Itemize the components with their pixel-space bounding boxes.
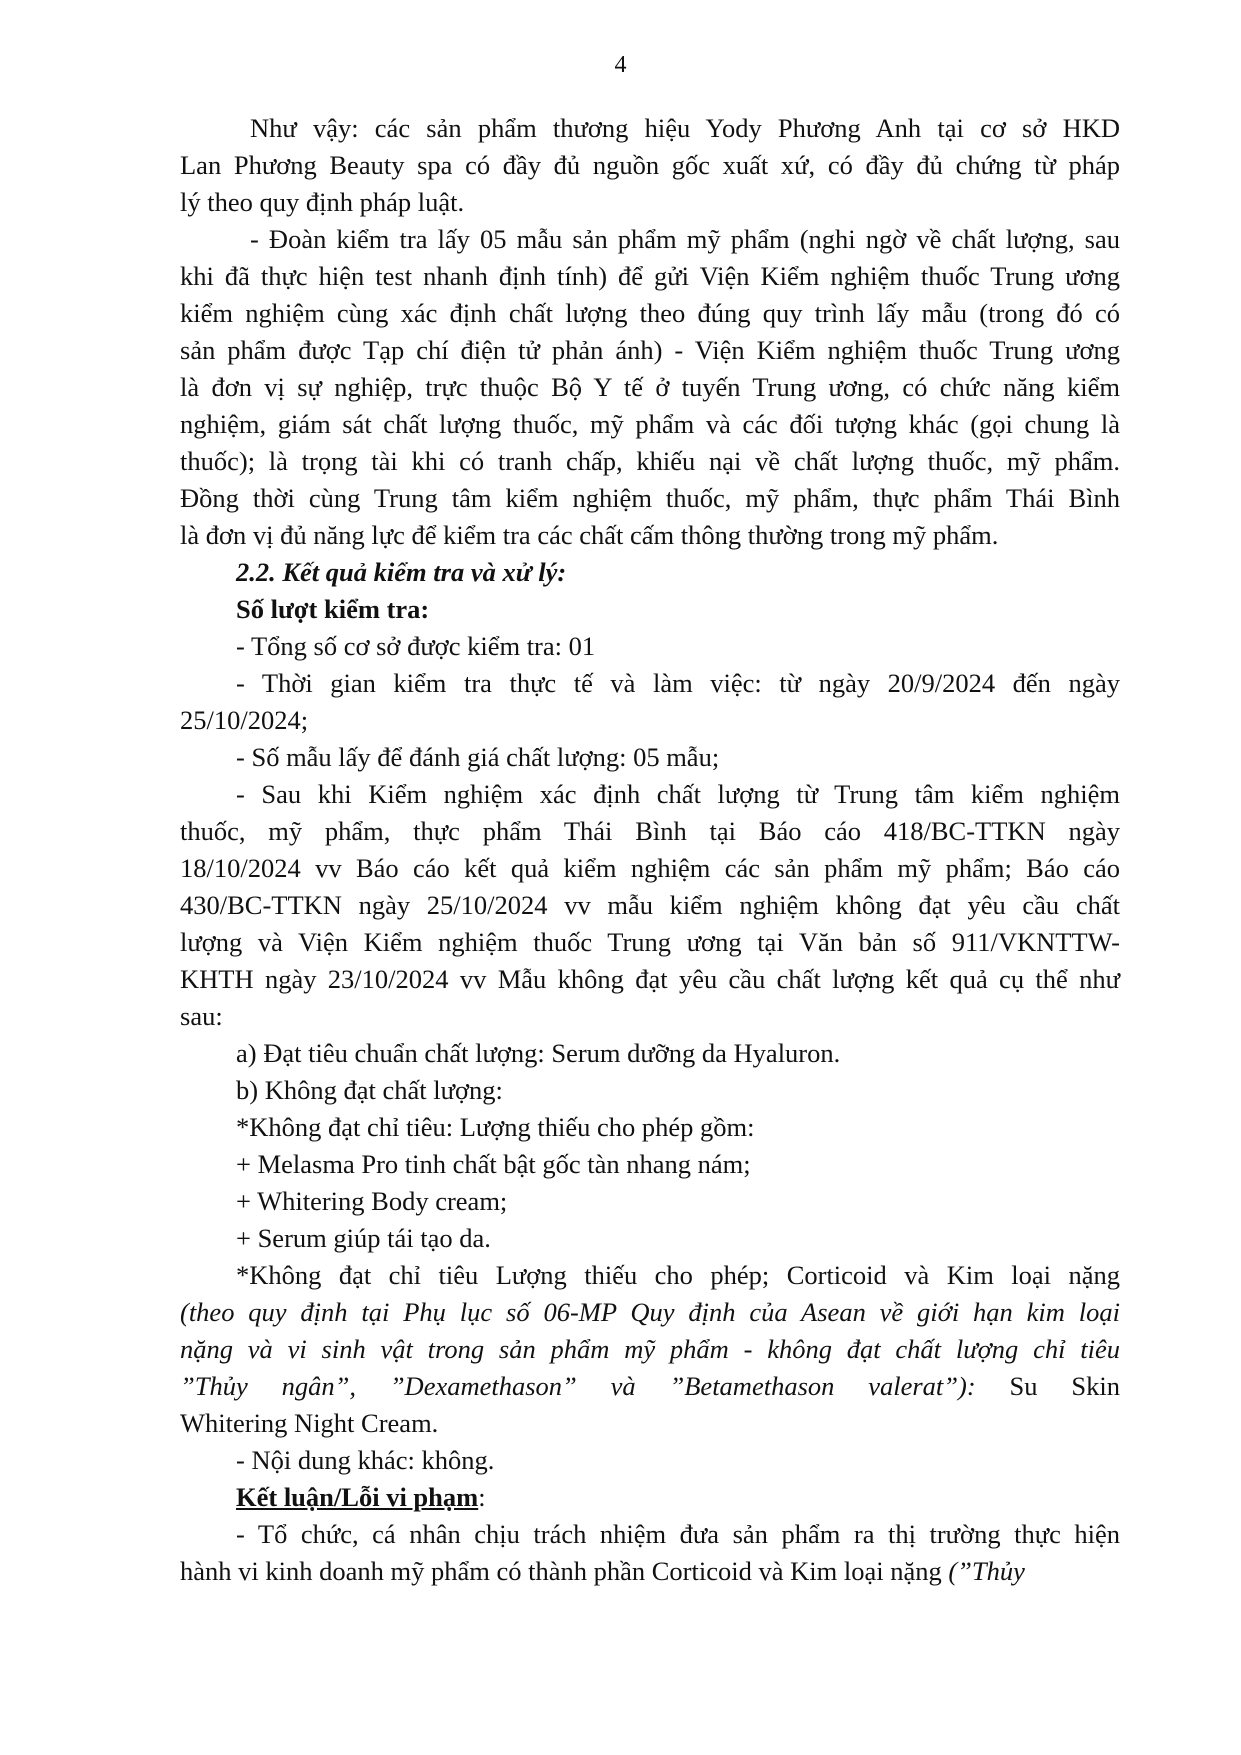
subsection-heading: Số lượt kiểm tra: [236, 594, 430, 624]
paragraph-line: - Số mẫu lấy để đánh giá chất lượng: 05 mẫu; [236, 742, 720, 772]
paragraph-line [180, 1368, 1120, 1405]
paragraph-line: *Không đạt chỉ tiêu Lượng thiếu cho phép; Corticoid và Kim loại nặng [236, 1260, 1120, 1290]
paragraph-line: 25/10/2024; [180, 705, 309, 735]
paragraph-line: *Không đạt chỉ tiêu: Lượng thiếu cho phép gồm: [236, 1112, 755, 1142]
paragraph-line: - Đoàn kiểm tra lấy 05 mẫu sản phẩm mỹ phẩm (nghi ngờ về chất lượng, sau [250, 224, 1120, 254]
italic-note: ”Thủy ngân”, ”Dexamethason” và ”Betamethason valerat”): [180, 1371, 976, 1401]
paragraph-line: kiểm nghiệm cùng xác định chất lượng theo đúng quy trình lấy mẫu (trong đó có [180, 298, 1120, 328]
list-item: + Melasma Pro tinh chất bật gốc tàn nhang nám; [236, 1149, 751, 1179]
section-heading: 2.2. Kết quả kiểm tra và xử lý: [236, 557, 567, 587]
paragraph-line: (theo quy định tại Phụ lục số 06-MP Quy định của Asean về giới hạn kim loại [180, 1297, 1120, 1327]
paragraph-line: Lan Phương Beauty spa có đầy đủ nguồn gốc xuất xứ, có đầy đủ chứng từ pháp [180, 150, 1120, 180]
product-name: Su Skin [975, 1371, 1120, 1401]
paragraph-line: thuốc, mỹ phẩm, thực phẩm Thái Bình tại Báo cáo 418/BC-TTKN ngày [180, 816, 1120, 846]
paragraph-line: Whitering Night Cream. [180, 1408, 439, 1438]
italic-note: (”Thủy [948, 1556, 1025, 1586]
list-item: + Whitering Body cream; [236, 1186, 508, 1216]
subsection-heading: Kết luận/Lỗi vi phạm [236, 1482, 479, 1512]
heading-colon: : [478, 1482, 486, 1512]
paragraph-line: nghiệm, giám sát chất lượng thuốc, mỹ phẩm và các đối tượng khác (gọi chung là [180, 409, 1120, 439]
paragraph-line: 18/10/2024 vv Báo cáo kết quả kiểm nghiệm các sản phẩm mỹ phẩm; Báo cáo [180, 853, 1120, 883]
paragraph-line: khi đã thực hiện test nhanh định tính) để gửi Viện Kiểm nghiệm thuốc Trung ương [180, 261, 1120, 291]
paragraph-line: là đơn vị đủ năng lực để kiểm tra các chất cấm thông thường trong mỹ phẩm. [180, 520, 999, 550]
paragraph-line: - Sau khi Kiểm nghiệm xác định chất lượng từ Trung tâm kiểm nghiệm [236, 779, 1120, 809]
list-item: + Serum giúp tái tạo da. [236, 1223, 491, 1253]
paragraph-line: - Tổng số cơ sở được kiểm tra: 01 [236, 631, 596, 661]
paragraph-line: lý theo quy định pháp luật. [180, 187, 465, 217]
paragraph-line: 430/BC-TTKN ngày 25/10/2024 vv mẫu kiểm nghiệm không đạt yêu cầu chất [180, 890, 1120, 920]
paragraph-line: KHTH ngày 23/10/2024 vv Mẫu không đạt yêu cầu chất lượng kết quả cụ thể như [180, 964, 1120, 994]
paragraph-line [180, 1553, 1120, 1590]
paragraph-line: Như vậy: các sản phẩm thương hiệu Yody Phương Anh tại cơ sở HKD [250, 113, 1120, 143]
paragraph-line: thuốc); là trọng tài khi có tranh chấp, khiếu nại về chất lượng thuốc, mỹ phẩm. [180, 446, 1120, 476]
paragraph-line: a) Đạt tiêu chuẩn chất lượng: Serum dưỡng da Hyaluron. [236, 1038, 841, 1068]
paragraph-line: lượng và Viện Kiểm nghiệm thuốc Trung ương tại Văn bản số 911/VKNTTW- [180, 927, 1120, 957]
paragraph-line: - Nội dung khác: không. [236, 1445, 495, 1475]
paragraph-line: là đơn vị sự nghiệp, trực thuộc Bộ Y tế ở tuyến Trung ương, có chức năng kiểm [180, 372, 1120, 402]
paragraph-line: b) Không đạt chất lượng: [236, 1075, 503, 1105]
paragraph-line: sau: [180, 1001, 223, 1031]
paragraph-line: Đồng thời cùng Trung tâm kiểm nghiệm thuốc, mỹ phẩm, thực phẩm Thái Bình [180, 483, 1120, 513]
paragraph-line: nặng và vi sinh vật trong sản phẩm mỹ phẩm - không đạt chất lượng chỉ tiêu [180, 1334, 1120, 1364]
page-number: 4 [614, 52, 627, 78]
paragraph-line: - Tổ chức, cá nhân chịu trách nhiệm đưa sản phẩm ra thị trường thực hiện [236, 1519, 1120, 1549]
paragraph-text: hành vi kinh doanh mỹ phẩm có thành phần Corticoid và Kim loại nặng [180, 1556, 949, 1586]
subsection-heading-line [180, 1479, 1120, 1516]
document-body [180, 110, 1120, 1590]
paragraph-line: - Thời gian kiểm tra thực tế và làm việc: từ ngày 20/9/2024 đến ngày [236, 668, 1120, 698]
paragraph-line: sản phẩm được Tạp chí điện tử phản ánh) - Viện Kiểm nghiệm thuốc Trung ương [180, 335, 1120, 365]
